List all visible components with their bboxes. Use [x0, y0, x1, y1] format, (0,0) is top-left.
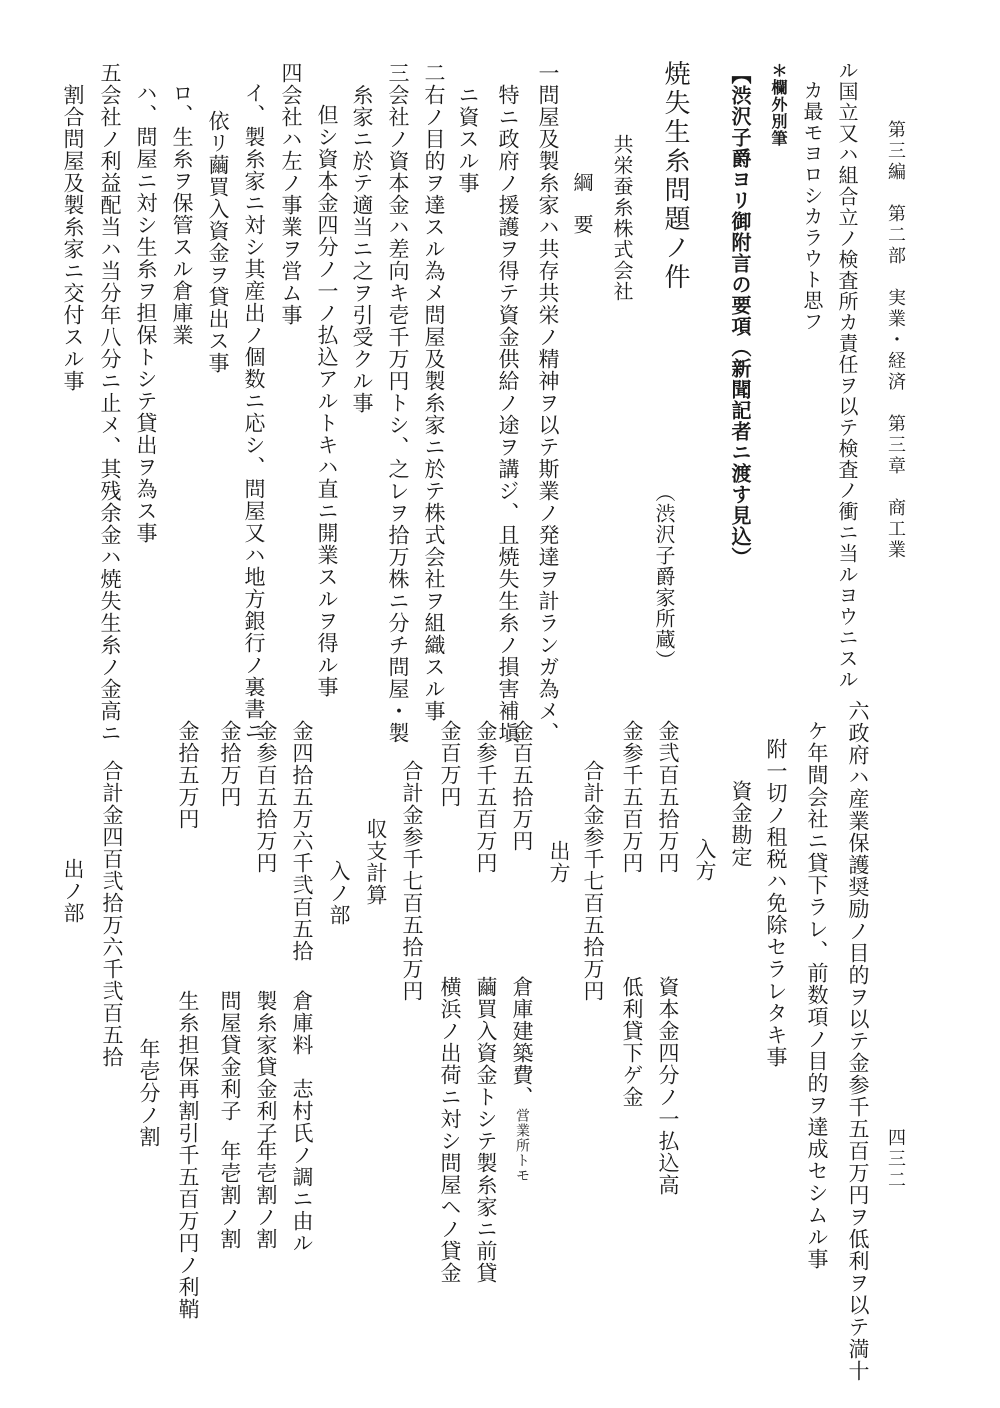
outgo-heading: 出方 [547, 840, 571, 884]
in-amount-1: 金四拾五万六千弐百五拾 [290, 720, 314, 962]
outgo-total: 合計金参千七百五拾万円 [400, 760, 424, 1002]
in-amount-3: 金拾万円 [218, 720, 242, 808]
continued-line-2: カ最モヨロシカラウト思フ [800, 80, 824, 332]
outgo-amount-2: 金参千五百万円 [474, 720, 498, 874]
outgo-desc-1-note: 営業所トモ [514, 1108, 530, 1183]
advice-title: 【渋沢子爵ヨリ御附言の要項（新聞記者ニ渡す見込） [728, 64, 752, 568]
in-desc-3: 問屋貸金利子 [218, 990, 242, 1122]
outline-item-6-appendix: 附一切ノ租税ハ免除セラレタキ事 [764, 738, 788, 1068]
in-total: 合計金四百弐拾万六千弐百五拾 [100, 760, 124, 1068]
company-name: 共栄蚕糸株式会社 [610, 134, 634, 302]
outgo-amount-3: 金百万円 [438, 720, 462, 808]
in-amount-4: 金拾五万円 [176, 720, 200, 830]
outline-item-5: 五会社ノ利益配当ハ当分年八分ニ止メ、其残余金ハ焼失生糸ノ金高ニ [98, 62, 122, 744]
out-section-heading: 出ノ部 [61, 858, 85, 924]
continued-line-1: ル国立又ハ組合立ノ検査所カ責任ヲ以テ検査ノ衝ニ当ルヨウニスル [835, 60, 859, 690]
outline-item-1: 一問屋及製糸家ハ共存共栄ノ精神ヲ以テ斯業ノ発達ヲ計ランガ為メ、 [536, 62, 560, 744]
in-section-heading: 入ノ部 [327, 860, 351, 926]
outline-item-4: 四会社ハ左ノ事業ヲ営ム事 [279, 62, 303, 326]
outline-item-3: 三会社ノ資本金ハ差向キ壱千万円トシ、之レヲ拾万株ニ分チ問屋・製 [386, 62, 410, 744]
in-desc-1: 倉庫料 志村氏ノ調ニ由ル [290, 990, 314, 1254]
income-desc-2: 低利貸下ゲ金 [620, 976, 644, 1108]
in-rate-2: 年壱割ノ割 [254, 1140, 278, 1250]
outline-item-3-cont: 糸家ニ於テ適当ニ之ヲ引受クル事 [350, 84, 374, 414]
in-amount-2: 金参百五拾万円 [254, 720, 278, 874]
source-note: （渋沢子爵家所蔵） [652, 482, 676, 671]
outline-item-4-i-cont: 依リ繭買入資金ヲ貸出ス事 [206, 110, 230, 374]
outline-item-5-cont: 割合問屋及製糸家ニ交付スル事 [61, 84, 85, 392]
outgo-desc-1-text: 倉庫建築費、 [510, 976, 534, 1108]
income-amount-2: 金参千五百万円 [620, 720, 644, 874]
outline-item-1-end: ニ資スル事 [456, 84, 480, 194]
outgo-desc-2: 繭買入資金トシテ製糸家ニ前貸 [474, 976, 498, 1284]
income-heading: 入方 [693, 838, 717, 882]
income-amount-1: 金弐百五拾万円 [656, 720, 680, 874]
outgo-desc-3: 横浜ノ出荷ニ対シ問屋ヘノ貸金 [438, 976, 462, 1284]
running-head: 第三編 第二部 実業・経済 第三章 商工業 [885, 120, 906, 561]
income-desc-1: 資本金四分ノ一払込高 [656, 976, 680, 1196]
fund-account-heading: 資金勘定 [729, 780, 753, 868]
in-desc-2: 製糸家貸金利子 [254, 990, 278, 1144]
marginal-marker: ＊欄外別筆 [769, 62, 788, 147]
outline-item-4-ro: ロ、生糸ヲ保管スル倉庫業 [170, 82, 194, 346]
in-desc-4: 生糸担保再割引千五百万円ノ利鞘 [176, 990, 200, 1320]
in-rate-4: 年壱分ノ割 [137, 1038, 161, 1148]
outline-heading: 綱 要 [570, 172, 594, 235]
outline-item-4-ha: ハ、問屋ニ対シ生糸ヲ担保トシテ貸出ヲ為ス事 [134, 82, 158, 544]
outgo-amount-1: 金百五拾万円 [510, 720, 534, 852]
outgo-desc-1 [511, 976, 532, 1183]
in-rate-3: 年壱割ノ割 [218, 1140, 242, 1250]
outline-item-2: 二右ノ目的ヲ達スル為メ問屋及製糸家ニ於テ株式会社ヲ組織スル事 [422, 62, 446, 722]
outline-item-4-i: イ、製糸家ニ対シ其産出ノ個数ニ応シ、問屋又ハ地方銀行ノ裏書ニ [242, 82, 266, 742]
outline-item-1-cont: 特ニ政府ノ援護ヲ得テ資金供給ノ途ヲ講ジ、且焼失生糸ノ損害補塡 [496, 84, 520, 744]
outline-item-3-proviso: 但シ資本金四分ノ一ノ払込アルトキハ直ニ開業スルヲ得ル事 [315, 104, 339, 698]
outline-item-6: 六政府ハ産業保護奨励ノ目的ヲ以テ金参千五百万円ヲ低利ヲ以テ満十 [846, 700, 870, 1382]
doc-title: 焼失生糸問題ノ件 [660, 60, 690, 292]
page-number: 四三二 [885, 1128, 906, 1191]
balance-heading: 収支計算 [364, 818, 388, 906]
outline-item-6-cont: ケ年間会社ニ貸下ラレ、前数項ノ目的ヲ達成セシムル事 [805, 720, 829, 1270]
income-total: 合計金参千七百五拾万円 [581, 760, 605, 1002]
